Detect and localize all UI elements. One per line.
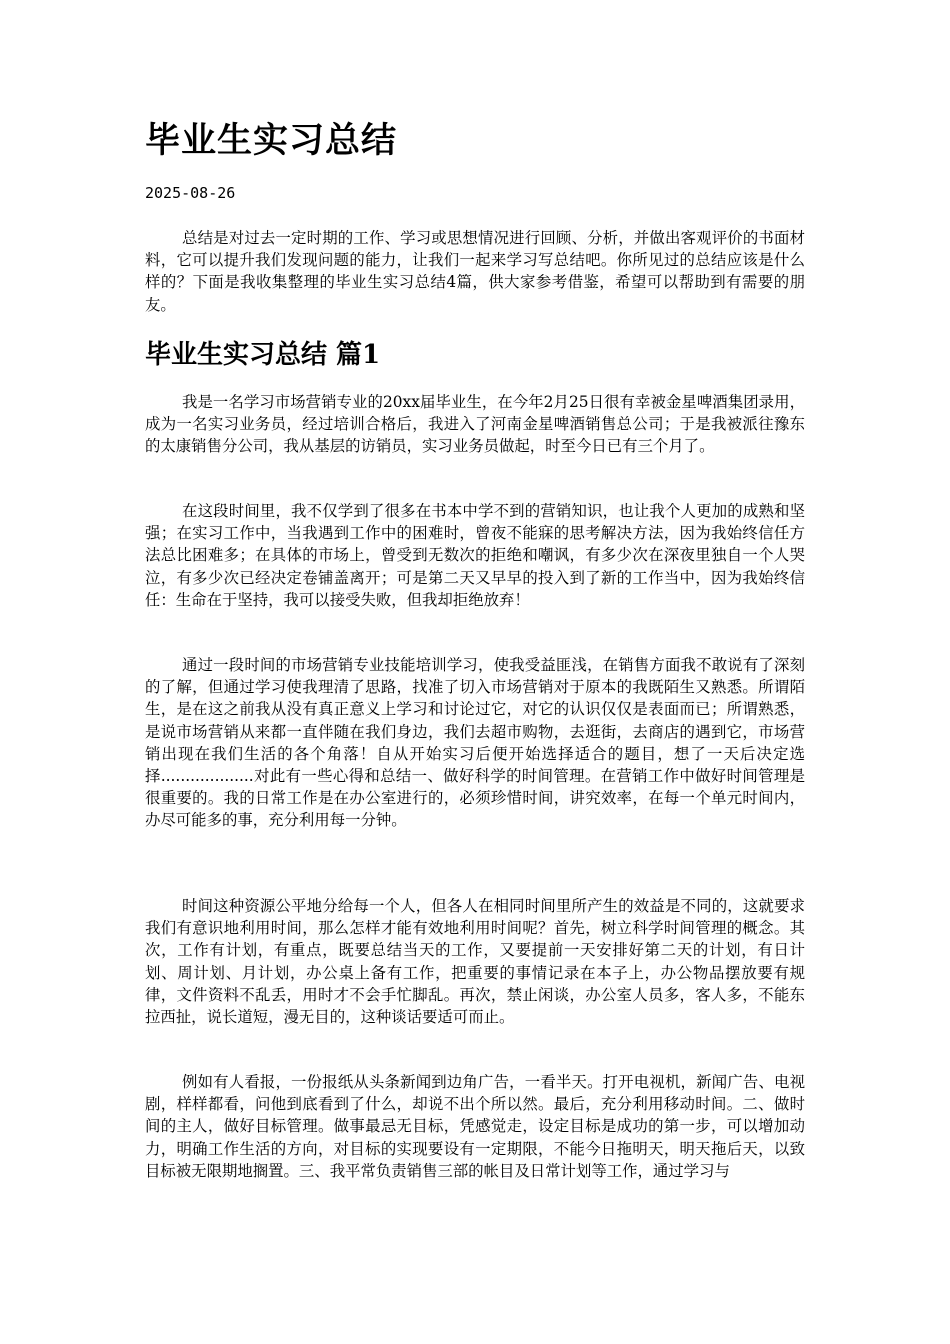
body-paragraph: 我是一名学习市场营销专业的20xx届毕业生，在今年2月25日很有幸被金星啤酒集团录用，成为一名实习业务员，经过培训合格后，我进入了河南金星啤酒销售总公司；于是我被派往豫东的太康销售分公司，我从基层的访销员，实习业务员做起，时至今日已有三个月了。 (145, 393, 805, 456)
document-title: 毕业生实习总结 (145, 120, 398, 161)
body-paragraph: 通过一段时间的市场营销专业技能培训学习，使我受益匪浅，在销售方面我不敢说有了深刻的了解，但通过学习使我理清了思路，找准了切入市场营销对于原本的我既陌生又熟悉。所谓陌生，是在这之前我从没有真正意义上学习和讨论过它，对它的认识仅仅是表面而已；所谓熟悉，是说市场营销从来都一直伴随在我们身边，我们去超市购物，去逛街，去商店的遇到它，市场营销出现在我们生活的各个角落！自从开始实习后便开始选择适合的题目，想了一天后决定选择...................对此有一些心得和总结一、做好科学的时间管理。在营销工作中做好时间管理是很重要的。我的日常工作是在办公室进行的，必须珍惜时间，讲究效率，在每一个单元时间内，办尽可能多的事，充分利用每一分钟。 (145, 656, 805, 830)
section-title: 毕业生实习总结 篇1 (145, 340, 381, 370)
body-paragraph: 在这段时间里，我不仅学到了很多在书本中学不到的营销知识，也让我个人更加的成熟和坚强；在实习工作中，当我遇到工作中的困难时，曾夜不能寐的思考解决方法，因为我始终信任方法总比困难多；在具体的市场上，曾受到无数次的拒绝和嘲讽，有多少次在深夜里独自一个人哭泣，有多少次已经决定卷铺盖离开；可是第二天又早早的投入到了新的工作当中，因为我始终信任：生命在于坚持，我可以接受失败，但我却拒绝放弃！ (145, 502, 805, 609)
document-date: 2025-08-26 (145, 184, 236, 202)
intro-paragraph: 总结是对过去一定时期的工作、学习或思想情况进行回顾、分析，并做出客观评价的书面材料，它可以提升我们发现问题的能力，让我们一起来学习写总结吧。你所见过的总结应该是什么样的？下面是我收集整理的毕业生实习总结4篇，供大家参考借鉴，希望可以帮助到有需要的朋友。 (145, 229, 805, 314)
body-paragraph: 时间这种资源公平地分给每一个人，但各人在相同时间里所产生的效益是不同的，这就要求我们有意识地利用时间，那么怎样才能有效地利用时间呢？首先，树立科学时间管理的概念。其次，工作有计划，有重点，既要总结当天的工作，又要提前一天安排好第二天的计划，有日计划、周计划、月计划，办公桌上备有工作，把重要的事情记录在本子上，办公物品摆放要有规律，文件资料不乱丢，用时才不会手忙脚乱。再次，禁止闲谈，办公室人员多，客人多，不能东拉西扯，说长道短，漫无目的，这种谈话要适可而止。 (145, 897, 805, 1027)
body-paragraph: 例如有人看报，一份报纸从头条新闻到边角广告，一看半天。打开电视机，新闻广告、电视剧，样样都看，问他到底看到了什么，却说不出个所以然。最后，充分利用移动时间。二、做时间的主人，做好目标管理。做事最忌无目标，凭感觉走，设定目标是成功的第一步，可以增加动力，明确工作生活的方向，对目标的实现要设有一定期限，不能今日拖明天，明天拖后天，以致目标被无限期地搁置。三、我平常负责销售三部的帐目及日常计划等工作，通过学习与 (145, 1073, 805, 1180)
